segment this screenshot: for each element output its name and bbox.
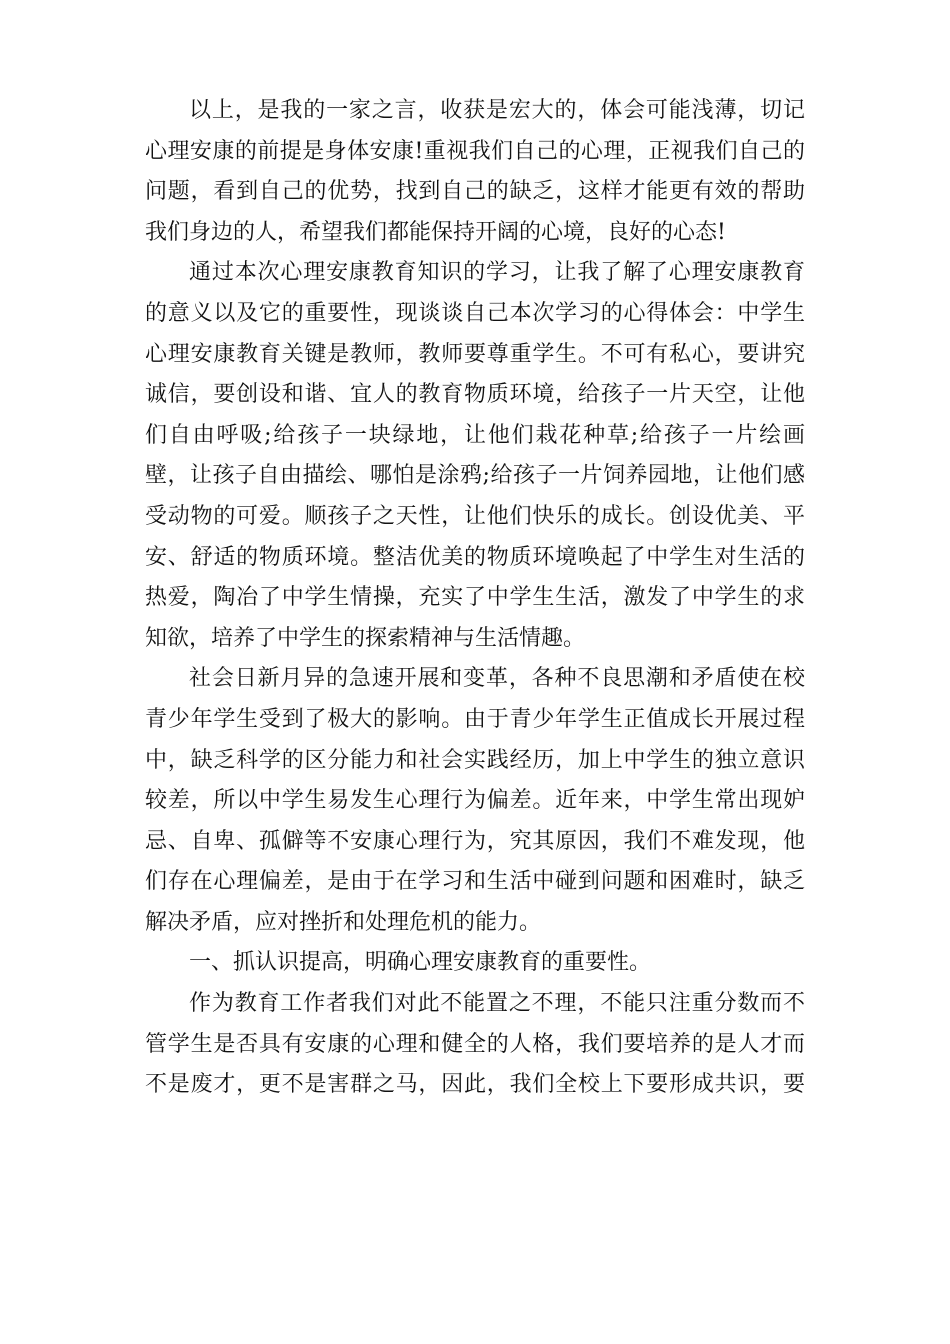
text-line: 的意义以及它的重要性，现谈谈自己本次学习的心得体会：中学生 [145, 300, 805, 326]
text-line: 青少年学生受到了极大的影响。由于青少年学生正值成长开展过程 [145, 706, 805, 732]
text-line: 问题，看到自己的优势，找到自己的缺乏，这样才能更有效的帮助 [145, 179, 805, 205]
text-line: 较差，所以中学生易发生心理行为偏差。近年来，中学生常出现妒 [145, 788, 805, 814]
text-line: 心理安康教育关键是教师，教师要尊重学生。不可有私心，要讲究 [145, 341, 805, 367]
paragraph-1 [145, 91, 805, 253]
paragraph-5 [145, 984, 805, 1106]
text-line: 中，缺乏科学的区分能力和社会实践经历，加上中学生的独立意识 [145, 747, 805, 773]
text-line: 不是废才，更不是害群之马，因此，我们全校上下要形成共识，要 [145, 1072, 805, 1098]
text-line: 们存在心理偏差，是由于在学习和生活中碰到问题和困难时，缺乏 [145, 869, 805, 895]
text-line: 们自由呼吸;给孩子一块绿地，让他们栽花种草;给孩子一片绘画 [145, 422, 805, 448]
text-line: 我们身边的人，希望我们都能保持开阔的心境，良好的心态! [145, 219, 726, 245]
text-line: 受动物的可爱。顺孩子之天性，让他们快乐的成长。创设优美、平 [145, 503, 805, 529]
text-line: 心理安康的前提是身体安康!重视我们自己的心理，正视我们自己的 [145, 138, 805, 164]
text-line: 社会日新月异的急速开展和变革，各种不良思潮和矛盾使在校 [189, 666, 805, 692]
paragraph-2 [145, 253, 805, 659]
text-line: 管学生是否具有安康的心理和健全的人格，我们要培养的是人才而 [145, 1031, 805, 1057]
text-line: 诚信，要创设和谐、宜人的教育物质环境，给孩子一片天空，让他 [145, 382, 805, 408]
document-body [145, 91, 805, 1106]
text-line: 通过本次心理安康教育知识的学习，让我了解了心理安康教育 [189, 260, 805, 286]
text-line: 一、抓认识提高，明确心理安康教育的重要性。 [189, 950, 652, 976]
text-line: 热爱，陶冶了中学生情操，充实了中学生生活，激发了中学生的求 [145, 585, 805, 611]
text-line: 壁，让孩子自由描绘、哪怕是涂鸦;给孩子一片饲养园地，让他们感 [145, 463, 805, 489]
paragraph-3 [145, 659, 805, 943]
section-heading [145, 943, 805, 984]
text-line: 作为教育工作者我们对此不能置之不理，不能只注重分数而不 [189, 991, 805, 1017]
text-line: 安、舒适的物质环境。整洁优美的物质环境唤起了中学生对生活的 [145, 544, 805, 570]
text-line: 以上，是我的一家之言，收获是宏大的，体会可能浅薄，切记 [189, 98, 805, 123]
text-line: 知欲，培养了中学生的探索精神与生活情趣。 [145, 625, 586, 651]
text-line: 忌、自卑、孤僻等不安康心理行为，究其原因，我们不难发现，他 [145, 828, 805, 854]
text-line: 解决矛盾，应对挫折和处理危机的能力。 [145, 909, 542, 935]
